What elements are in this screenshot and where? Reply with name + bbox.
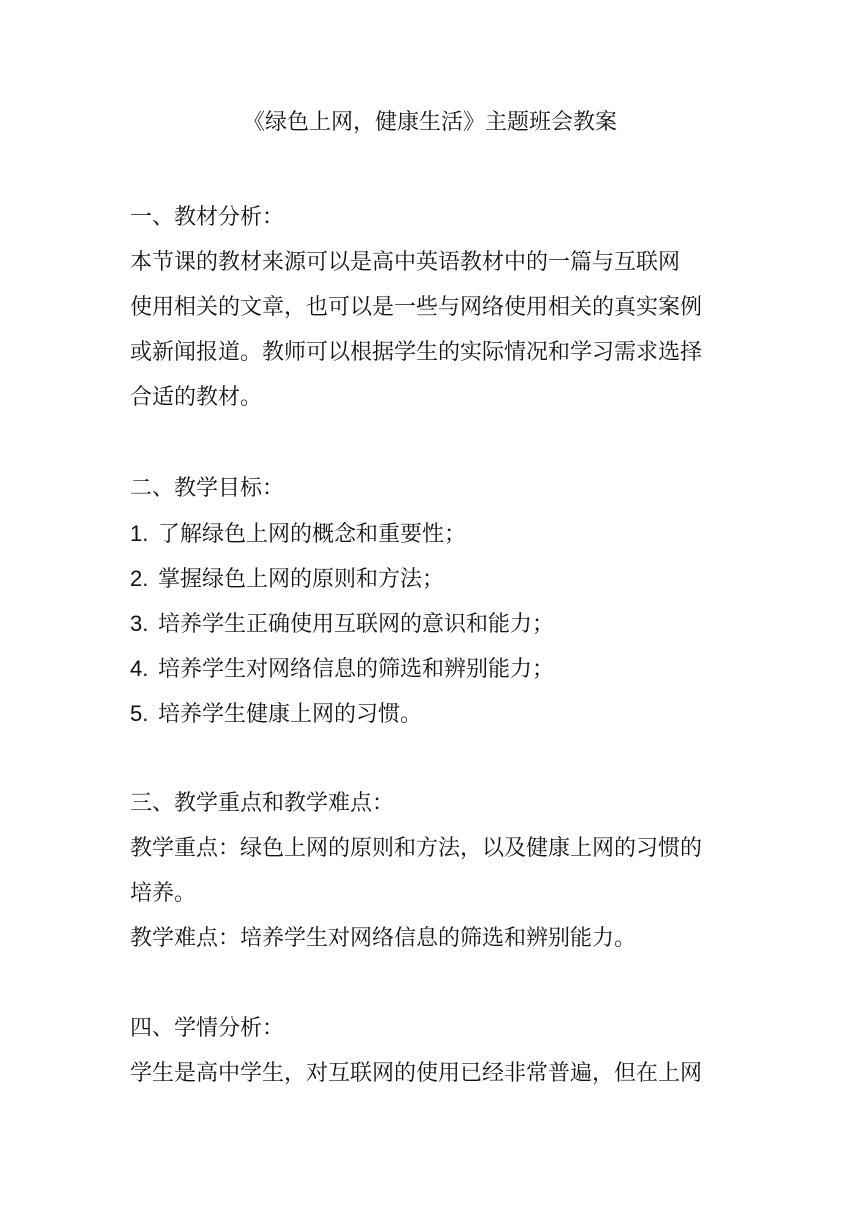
list-item-text: 了解绿色上网的概念和重要性； xyxy=(158,522,467,547)
paragraph-line: 教学重点：绿色上网的原则和方法，以及健康上网的习惯的 xyxy=(130,836,703,861)
section-heading-key-points: 三、教学重点和教学难点： xyxy=(130,791,395,816)
list-item xyxy=(130,564,740,595)
paragraph-line: 或新闻报道。教师可以根据学生的实际情况和学习需求选择 xyxy=(130,340,703,365)
paragraph-line: 本节课的教材来源可以是高中英语教材中的一篇与互联网 xyxy=(130,250,681,275)
paragraph-line: 使用相关的文章，也可以是一些与网络使用相关的真实案例 xyxy=(130,295,703,320)
list-item-number: 5. xyxy=(130,701,149,726)
list-item xyxy=(130,609,740,640)
list-item xyxy=(130,654,740,685)
document-title: 《绿色上网，健康生活》主题班会教案 xyxy=(242,110,617,135)
paragraph-line: 合适的教材。 xyxy=(130,385,263,410)
list-item xyxy=(130,699,740,730)
list-item-text: 掌握绿色上网的原则和方法； xyxy=(158,567,445,592)
section-heading-materials: 一、教材分析： xyxy=(130,205,285,230)
list-item-text: 培养学生对网络信息的筛选和辨别能力； xyxy=(158,657,555,682)
list-item-number: 2. xyxy=(130,566,149,591)
list-item-number: 4. xyxy=(130,656,149,681)
list-item-number: 3. xyxy=(130,611,149,636)
section-heading-learner-analysis: 四、学情分析： xyxy=(130,1016,285,1041)
list-item-number: 1. xyxy=(130,521,149,546)
paragraph-line: 培养。 xyxy=(130,881,197,906)
paragraph-line: 学生是高中学生，对互联网的使用已经非常普遍，但在上网 xyxy=(130,1061,703,1086)
list-item-text: 培养学生正确使用互联网的意识和能力； xyxy=(158,612,555,637)
list-item xyxy=(130,519,740,550)
paragraph-line: 教学难点：培养学生对网络信息的筛选和辨别能力。 xyxy=(130,926,637,951)
section-heading-objectives: 二、教学目标： xyxy=(130,476,285,501)
list-item-text: 培养学生健康上网的习惯。 xyxy=(158,702,423,727)
